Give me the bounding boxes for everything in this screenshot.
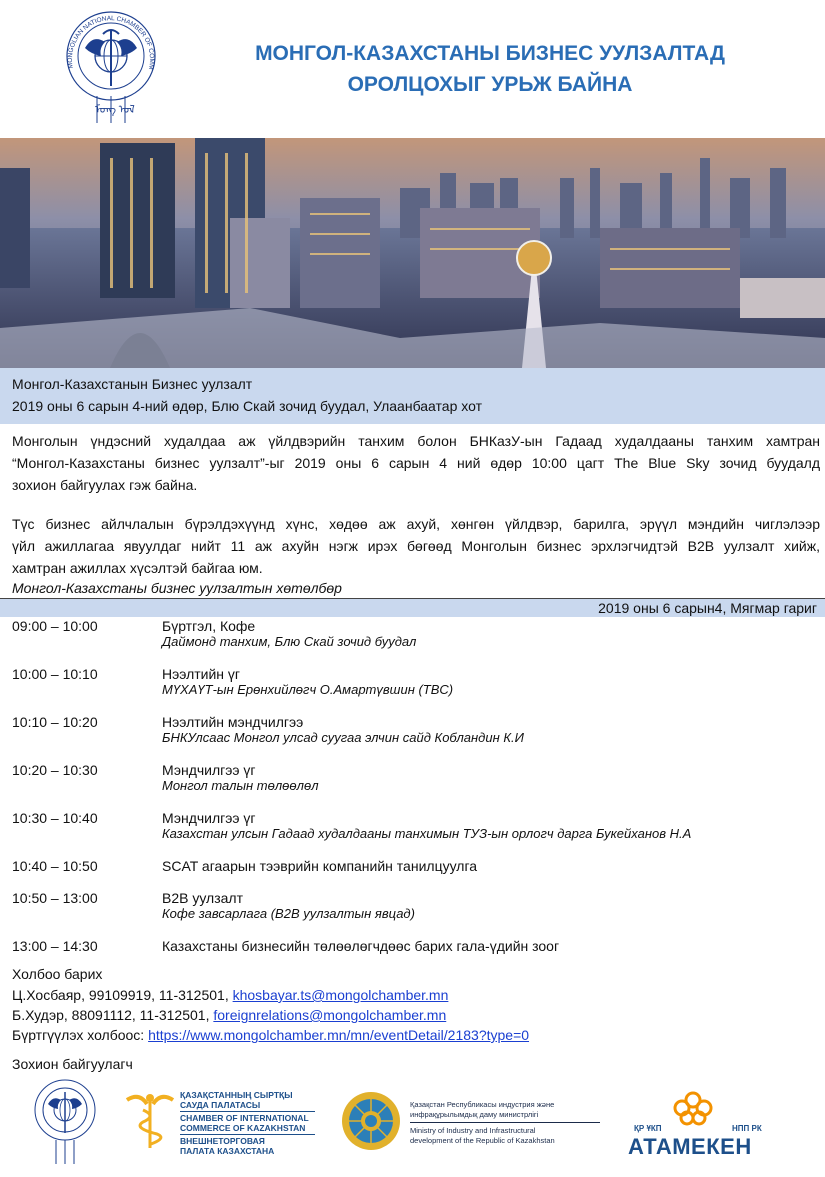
schedule-title: Мэндчилгээ үг (162, 810, 256, 826)
schedule-time: 10:30 – 10:40 (12, 810, 98, 826)
mongolian-chamber-logo (28, 1078, 103, 1168)
atameken-small-left: ҚР ҰКП (634, 1124, 662, 1133)
event-name: Монгол-Казахстанын Бизнес уулзалт (12, 376, 253, 392)
program-date: 2019 оны 6 сарын4, Мягмар гариг (598, 600, 817, 616)
organizers-heading: Зохион байгуулагч (12, 1056, 133, 1072)
schedule-time: 13:00 – 14:30 (12, 938, 98, 954)
program-date-row (0, 598, 825, 617)
schedule-title: Нээлтийн мэндчилгээ (162, 714, 304, 730)
contact-heading: Холбоо барих (12, 966, 103, 982)
contact-person-1 (12, 987, 448, 1003)
kaz-chamber-name: ҚАЗАҚСТАННЫҢ СЫРТҚЫ САУДА ПАЛАТАСЫ CHAMBER OF INTERNATIONAL COMMERCE OF KAZAKHSTAN ВНЕШНЕТОРГОВАЯ ПАЛАТА КАЗАХСТАНА (180, 1090, 315, 1156)
schedule-detail: МҮХАҮТ-ын Ерөнхийлөгч О.Амартүвшин (TBC) (162, 682, 454, 697)
schedule-time: 10:40 – 10:50 (12, 858, 98, 874)
atameken-small-right: НПП РК (732, 1124, 762, 1133)
schedule-time: 10:20 – 10:30 (12, 762, 98, 778)
schedule-detail: Кофе завсарлага (B2B уулзалтын явцад) (162, 906, 415, 921)
caduceus-icon (125, 1090, 175, 1150)
schedule-detail: Монгол талын төлөөлөл (162, 778, 319, 793)
event-info-banner (0, 368, 825, 424)
svg-text:MONGOLIAN NATIONAL CHAMBER OF: MONGOLIAN NATIONAL CHAMBER OF COMM (66, 15, 156, 71)
email-link-1[interactable]: khosbayar.ts@mongolchamber.mn (232, 987, 449, 1003)
schedule-title: Казахстаны бизнесийн төлөөлөгчдөөс барих гала-үдийн зоог (162, 938, 560, 954)
schedule-detail: Даймонд танхим, Блю Скай зочид буудал (162, 634, 417, 649)
schedule-title: B2B уулзалт (162, 890, 243, 906)
schedule-title: SCAT агаарын тээврийн компанийн танилцуулга (162, 858, 478, 874)
schedule-title: Бүртгэл, Кофе (162, 618, 256, 634)
schedule-detail: БНКУлсаас Монгол улсад суугаа элчин сайд Кобландин К.И (162, 730, 524, 745)
kazakhstan-emblem (340, 1090, 402, 1152)
atameken-name: АТАМЕКЕН (628, 1134, 752, 1159)
schedule-title: Нээлтийн үг (162, 666, 241, 682)
atameken-icon (668, 1090, 718, 1126)
contact-person-1-info: Ц.Хосбаяр, 99109919, 11-312501, (12, 987, 233, 1003)
schedule-time: 10:10 – 10:20 (12, 714, 98, 730)
schedule-title: Мэндчилгээ үг (162, 762, 256, 778)
intro-paragraph-2: Түс бизнес айлчлалын бүрэлдэхүүнд хүнс, хөдөө аж ахуй, хөнгөн үйлдвэр, барилга, эрүүл мэндийн чиглэлээр үйл ажиллагаа явуулдаг нийт 11 аж ахуйн нэгж ирэх бөгөөд Монголын бизнес эрхлэгчидтэй B2B уулзалт хийж, хамтран ажиллах хүсэлтэй байгаа юм. (12, 516, 820, 576)
astana-city-photo (0, 138, 825, 368)
registration-label: Бүртгүүлэх холбоос: (12, 1027, 149, 1043)
intro-paragraph-1: Монголын үндэсний худалдаа аж үйлдвэрийн танхим болон БНКазУ-ын Гадаад худалдааны танхим хамтран “Монгол-Казахстаны бизнес уулзалт”-ыг 2019 оны 6 сарын 4 ний өдөр 10:00 цагт The Blue Sky зочид буудалд зохион байгуулах гэж байна. (12, 433, 820, 493)
event-date-location: 2019 оны 6 сарын 4-ний өдөр, Блю Скай зочид буудал, Улаанбаатар хот (12, 398, 482, 414)
page-title: МОНГОЛ-КАЗАХСТАНЫ БИЗНЕС УУЛЗАЛТАД ОРОЛЦОХЫГ УРЬЖ БАЙНА (255, 42, 725, 96)
ministry-name: Қазақстан Республикасы индустрия және инфрақұрылымдық даму министрлігі Ministry of Industry and Infrastructural development of the Republic of Kazakhstan (410, 1100, 600, 1145)
program-title: Монгол-Казахстаны бизнес уулзалтын хөтөлбөр (12, 580, 342, 596)
schedule-detail: Казахстан улсын Гадаад худалдааны танхимын ТУЗ-ын орлогч дарга Букейханов Н.А (162, 826, 692, 841)
schedule-time: 09:00 – 10:00 (12, 618, 98, 634)
email-link-2[interactable]: foreignrelations@mongolchamber.mn (213, 1007, 447, 1023)
chamber-logo (55, 8, 167, 126)
registration-link[interactable]: https://www.mongolchamber.mn/mn/eventDetail/2183?type=0 (148, 1027, 530, 1043)
svg-text:ᠮᠣᠩ ᠤᠯ: ᠮᠣᠩ ᠤᠯ (95, 104, 135, 116)
schedule-time: 10:50 – 13:00 (12, 890, 98, 906)
schedule-time: 10:00 – 10:10 (12, 666, 98, 682)
contact-person-2-info: Б.Худэр, 88091112, 11-312501, (12, 1007, 214, 1023)
contact-person-2 (12, 1007, 446, 1023)
registration-row (12, 1027, 529, 1043)
